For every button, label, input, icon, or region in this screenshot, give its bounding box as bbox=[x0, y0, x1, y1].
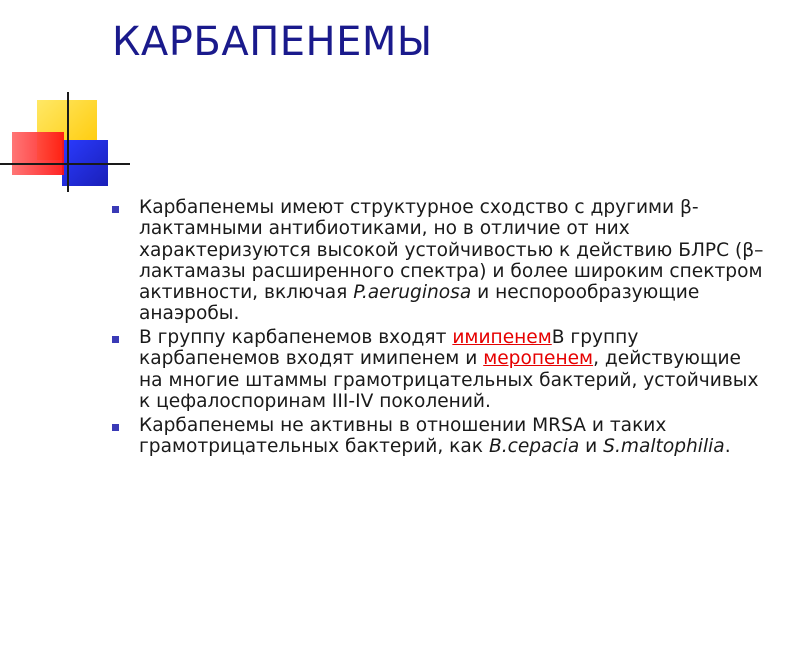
decorative-squares-ornament bbox=[0, 0, 130, 200]
bullet-marker bbox=[112, 424, 119, 431]
bullet-text: и неспорообразующие анаэробы. bbox=[139, 282, 700, 325]
bullet-italic-organism: B.cepacia bbox=[488, 436, 580, 458]
bullet-text: и bbox=[579, 436, 604, 458]
slide-title: КАРБАПЕНЕМЫ bbox=[112, 19, 433, 65]
bullet-text: Карбапенемы не активны в отношении MRSA и таких грамотрицательных бактерий, как bbox=[139, 414, 667, 458]
bullet-text: . bbox=[724, 436, 731, 458]
bullet-marker bbox=[112, 336, 119, 343]
bullet-text: Карбапенемы имеют структурное сходство с другими β-лактамными антибиотиками, но в отличие от них характеризуются высокой устойчивостью к действию БЛРС (β–лактамазы расширенного спектра) и более широким спектром активности, включая bbox=[139, 197, 764, 304]
bullet-item-inactivity bbox=[110, 415, 770, 458]
bullet-marker bbox=[112, 206, 119, 213]
bullet-italic-organism: P.aeruginosa bbox=[353, 282, 472, 304]
link-meropenem[interactable]: меропенем bbox=[483, 348, 594, 370]
bullet-item-group bbox=[110, 327, 770, 412]
bullet-item-structure bbox=[110, 197, 770, 325]
ornament-red-square bbox=[12, 132, 64, 175]
link-imipenem[interactable]: имипенем bbox=[452, 327, 552, 349]
bullet-text: , действующие на многие штаммы грамотрицательных бактерий, устойчивых к цефалоспоринам III-IV поколений. bbox=[139, 348, 759, 413]
bullet-text: В группу карбапенемов входят bbox=[139, 327, 453, 349]
bullet-italic-organism: S.maltophilia bbox=[603, 436, 725, 458]
bullet-text: В группу карбапенемов входят имипенем и bbox=[139, 327, 639, 370]
bullet-list bbox=[110, 197, 770, 460]
